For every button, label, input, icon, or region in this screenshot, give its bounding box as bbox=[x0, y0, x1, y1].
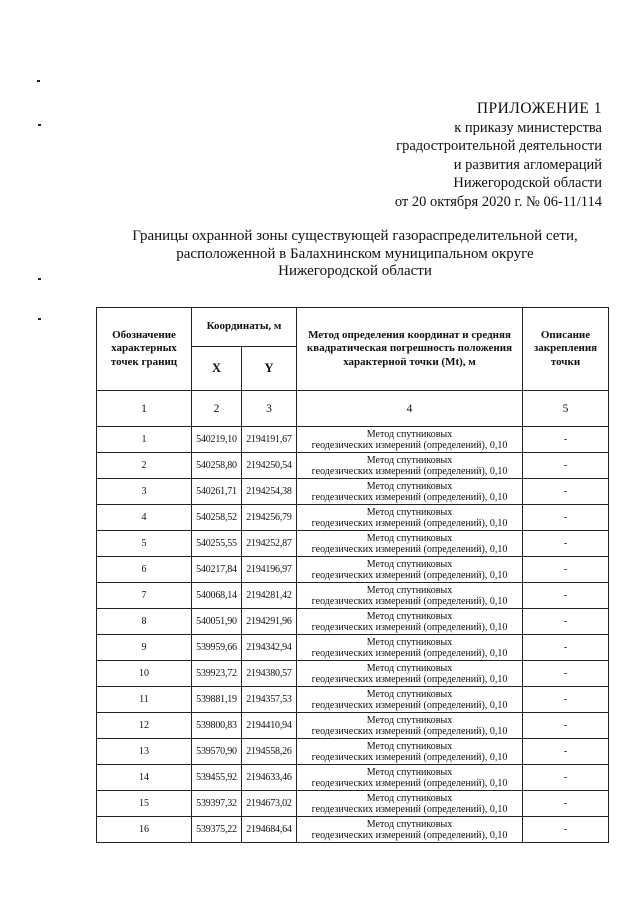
method-description: Метод спутниковых геодезических измерений (определений), 0,10 bbox=[297, 765, 523, 791]
method-description: Метод спутниковых геодезических измерений (определений), 0,10 bbox=[297, 635, 523, 661]
point-number: 4 bbox=[97, 505, 192, 531]
title-line: Нижегородской области bbox=[278, 263, 432, 279]
coord-y: 2194196,97 bbox=[242, 557, 297, 583]
point-number: 15 bbox=[97, 791, 192, 817]
title-line: расположенной в Балахнинском муниципальном округе bbox=[176, 245, 534, 262]
method-description: Метод спутниковых геодезических измерений (определений), 0,10 bbox=[297, 739, 523, 765]
method-description: Метод спутниковых геодезических измерений (определений), 0,10 bbox=[297, 583, 523, 609]
coord-y: 2194191,67 bbox=[242, 427, 297, 453]
coord-x: 540258,52 bbox=[192, 505, 242, 531]
coord-x: 539570,90 bbox=[192, 739, 242, 765]
coord-y: 2194252,87 bbox=[242, 531, 297, 557]
column-number: 5 bbox=[523, 391, 609, 427]
appendix-line: градостроительной деятельности bbox=[396, 138, 602, 154]
header-fixing: Описание закрепления точки bbox=[523, 308, 609, 391]
appendix-line: и развития агломераций bbox=[453, 156, 602, 173]
table-row bbox=[97, 791, 609, 817]
fixing-description: - bbox=[523, 609, 609, 635]
appendix-header bbox=[395, 100, 602, 211]
coord-y: 2194380,57 bbox=[242, 661, 297, 687]
method-description: Метод спутниковых геодезических измерений (определений), 0,10 bbox=[297, 661, 523, 687]
fixing-description: - bbox=[523, 635, 609, 661]
point-number: 1 bbox=[97, 427, 192, 453]
scan-speck bbox=[38, 318, 41, 320]
table-row bbox=[97, 453, 609, 479]
header-coordinates: Координаты, м bbox=[192, 308, 297, 347]
title-line: Границы охранной зоны существующей газораспределительной сети, bbox=[132, 228, 578, 244]
fixing-description: - bbox=[523, 557, 609, 583]
fixing-description: - bbox=[523, 765, 609, 791]
coord-y: 2194342,94 bbox=[242, 635, 297, 661]
coord-x: 539959,66 bbox=[192, 635, 242, 661]
coord-x: 539397,32 bbox=[192, 791, 242, 817]
coord-x: 539375,22 bbox=[192, 817, 242, 843]
coord-x: 540217,84 bbox=[192, 557, 242, 583]
method-description: Метод спутниковых геодезических измерений (определений), 0,10 bbox=[297, 479, 523, 505]
table-row bbox=[97, 713, 609, 739]
coord-x: 540068,14 bbox=[192, 583, 242, 609]
coord-y: 2194684,64 bbox=[242, 817, 297, 843]
table-row bbox=[97, 765, 609, 791]
coord-x: 539455,92 bbox=[192, 765, 242, 791]
fixing-description: - bbox=[523, 453, 609, 479]
column-number: 4 bbox=[297, 391, 523, 427]
method-description: Метод спутниковых геодезических измерений (определений), 0,10 bbox=[297, 453, 523, 479]
table-row bbox=[97, 609, 609, 635]
point-number: 14 bbox=[97, 765, 192, 791]
coord-x: 540051,90 bbox=[192, 609, 242, 635]
scan-speck bbox=[37, 80, 40, 82]
method-description: Метод спутниковых геодезических измерений (определений), 0,10 bbox=[297, 817, 523, 843]
point-number: 9 bbox=[97, 635, 192, 661]
table-row bbox=[97, 817, 609, 843]
point-number: 11 bbox=[97, 687, 192, 713]
point-number: 8 bbox=[97, 609, 192, 635]
coord-x: 540219,10 bbox=[192, 427, 242, 453]
coord-x: 540258,80 bbox=[192, 453, 242, 479]
table-row bbox=[97, 427, 609, 453]
coord-x: 539881,19 bbox=[192, 687, 242, 713]
table-row bbox=[97, 687, 609, 713]
method-description: Метод спутниковых геодезических измерений (определений), 0,10 bbox=[297, 505, 523, 531]
coord-y: 2194256,79 bbox=[242, 505, 297, 531]
appendix-line: от 20 октября 2020 г. № 06-11/114 bbox=[394, 193, 602, 210]
header-y: Y bbox=[242, 347, 297, 391]
point-number: 3 bbox=[97, 479, 192, 505]
point-number: 13 bbox=[97, 739, 192, 765]
fixing-description: - bbox=[523, 427, 609, 453]
point-number: 5 bbox=[97, 531, 192, 557]
point-number: 12 bbox=[97, 713, 192, 739]
scan-speck bbox=[38, 124, 41, 126]
column-number: 3 bbox=[242, 391, 297, 427]
method-description: Метод спутниковых геодезических измерений (определений), 0,10 bbox=[297, 531, 523, 557]
fixing-description: - bbox=[523, 687, 609, 713]
method-description: Метод спутниковых геодезических измерений (определений), 0,10 bbox=[297, 713, 523, 739]
fixing-description: - bbox=[523, 583, 609, 609]
fixing-description: - bbox=[523, 479, 609, 505]
coord-y: 2194291,96 bbox=[242, 609, 297, 635]
method-description: Метод спутниковых геодезических измерений (определений), 0,10 bbox=[297, 427, 523, 453]
method-description: Метод спутниковых геодезических измерений (определений), 0,10 bbox=[297, 687, 523, 713]
header-method: Метод определения координат и средняя квадратическая погрешность положения характерной точки (Mt), м bbox=[297, 308, 523, 391]
header-designation: Обозначение характерных точек границ bbox=[97, 308, 192, 391]
coord-y: 2194357,53 bbox=[242, 687, 297, 713]
coord-y: 2194254,38 bbox=[242, 479, 297, 505]
coord-y: 2194673,02 bbox=[242, 791, 297, 817]
method-description: Метод спутниковых геодезических измерений (определений), 0,10 bbox=[297, 557, 523, 583]
table-row bbox=[97, 583, 609, 609]
appendix-heading: ПРИЛОЖЕНИЕ 1 bbox=[476, 100, 602, 117]
coord-x: 540261,71 bbox=[192, 479, 242, 505]
method-description: Метод спутниковых геодезических измерений (определений), 0,10 bbox=[297, 791, 523, 817]
coord-x: 540255,55 bbox=[192, 531, 242, 557]
table-row bbox=[97, 505, 609, 531]
fixing-description: - bbox=[523, 661, 609, 687]
fixing-description: - bbox=[523, 791, 609, 817]
table-row bbox=[97, 531, 609, 557]
table-row bbox=[97, 739, 609, 765]
point-number: 6 bbox=[97, 557, 192, 583]
fixing-description: - bbox=[523, 739, 609, 765]
point-number: 7 bbox=[97, 583, 192, 609]
coord-y: 2194250,54 bbox=[242, 453, 297, 479]
fixing-description: - bbox=[523, 713, 609, 739]
table-row bbox=[97, 479, 609, 505]
table-row bbox=[97, 635, 609, 661]
point-number: 16 bbox=[97, 817, 192, 843]
column-number: 1 bbox=[97, 391, 192, 427]
fixing-description: - bbox=[523, 817, 609, 843]
appendix-line: Нижегородской области bbox=[453, 175, 602, 191]
appendix-line: к приказу министерства bbox=[454, 119, 602, 136]
fixing-description: - bbox=[523, 531, 609, 557]
coord-x: 539800,83 bbox=[192, 713, 242, 739]
point-number: 10 bbox=[97, 661, 192, 687]
coord-y: 2194558,26 bbox=[242, 739, 297, 765]
column-number: 2 bbox=[192, 391, 242, 427]
coord-x: 539923,72 bbox=[192, 661, 242, 687]
header-x: X bbox=[192, 347, 242, 391]
coord-y: 2194633,46 bbox=[242, 765, 297, 791]
coord-y: 2194281,42 bbox=[242, 583, 297, 609]
point-number: 2 bbox=[97, 453, 192, 479]
document-title bbox=[60, 228, 640, 281]
table-row bbox=[97, 557, 609, 583]
fixing-description: - bbox=[523, 505, 609, 531]
coordinates-table bbox=[96, 307, 609, 843]
coord-y: 2194410,94 bbox=[242, 713, 297, 739]
table-row bbox=[97, 661, 609, 687]
method-description: Метод спутниковых геодезических измерений (определений), 0,10 bbox=[297, 609, 523, 635]
scan-speck bbox=[38, 278, 41, 280]
